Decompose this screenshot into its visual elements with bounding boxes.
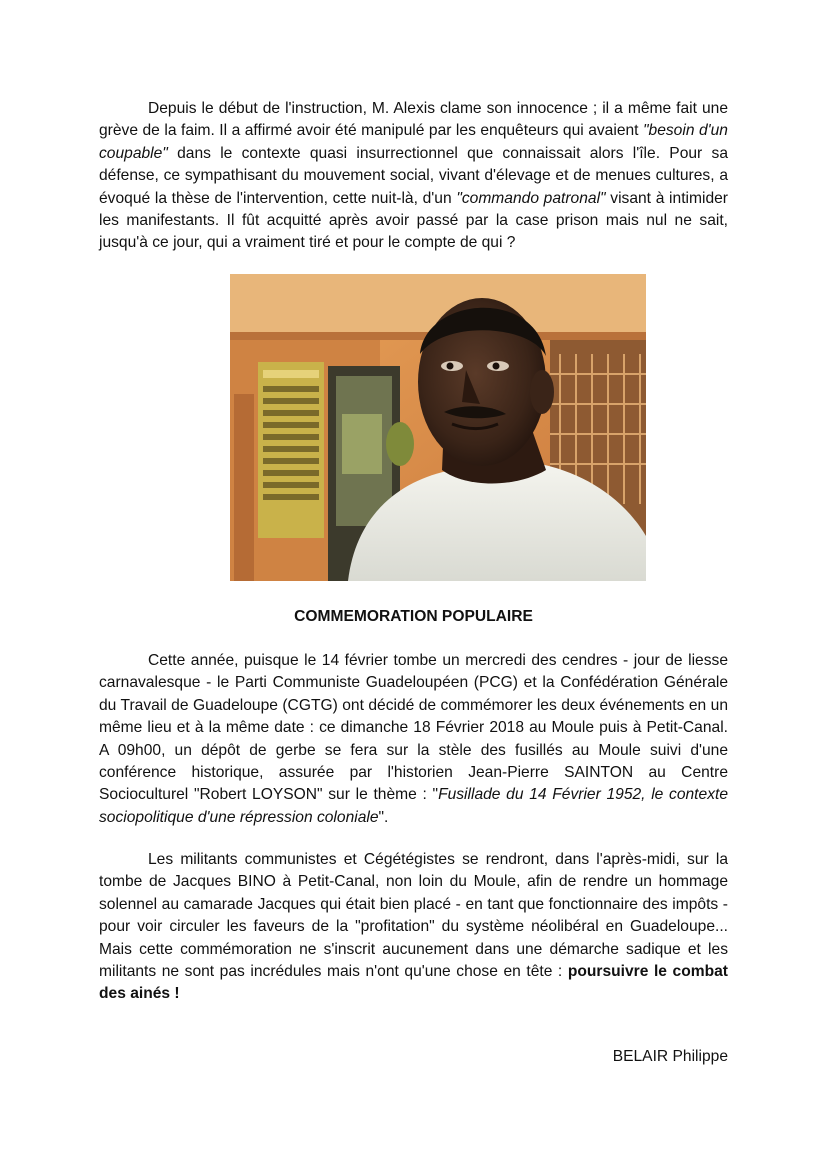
conference-theme: Fusillade du 14 Février 1952, le contexte sociopolitique d'une répression coloniale <box>99 786 728 826</box>
author-signature: BELAIR Philippe <box>612 1048 728 1065</box>
paragraph-text: Les militants communistes et Cégétégistes se rendront, dans l'après-midi, sur la tombe de Jacques BINO à Petit-Canal, non loin du Moule, afin de rendre un hommage solennel au camarade Jacques qui était bien placé - en tant que fonctionnaire des impôts - pour voir circuler les faveurs de la "profitation" du système néolibéral en Guadeloupe... Mais cette commémoration ne s'inscrit aucunement dans une démarche sadique et les militants ne sont pas incrédules mais n'ont qu'une chose en tête : <box>99 851 728 981</box>
paragraph-text: Cette année, puisque le 14 février tombe un mercredi des cendres - jour de liesse carnavalesque - le Parti Communiste Guadeloupéen (PCG) et la Confédération Générale du Travail de Guadeloupe (CGTG) ont décidé de commémorer les deux événements en un même lieu et à la même date : ce dimanche 18 Février 2018 au Moule puis à Petit-Canal. A 09h00, un dépôt de gerbe se fera sur la stèle des fusillés au Moule suivi d'une conférence historique, assurée par l'historien Jean-Pierre SAINTON au Centre Socioculturel "Robert LOYSON" sur le thème : " <box>99 652 728 804</box>
portrait-photo <box>230 274 646 581</box>
closing-statement: poursuivre le combat des ainés ! <box>99 963 728 1003</box>
quote-besoin-coupable: "besoin d'un coupable" <box>99 122 728 162</box>
paragraph-text: Depuis le début de l'instruction, M. Alexis clame son innocence ; il a même fait une grève de la faim. Il a affirmé avoir été manipulé par les enquêteurs qui avaient <box>99 100 728 140</box>
paragraph-instruction <box>99 98 728 255</box>
paragraph-text: visant à intimider les manifestants. Il fût acquitté après avoir passé par la case prison mais nul ne sait, jusqu'à ce jour, qui a vraiment tiré et pour le compte de qui ? <box>99 189 728 252</box>
paragraph-commemoration <box>99 650 728 829</box>
quote-commando-patronal: "commando patronal" <box>456 189 606 207</box>
paragraph-text: ". <box>378 808 389 826</box>
section-heading: COMMEMORATION POPULAIRE <box>294 608 533 625</box>
paragraph-militants <box>99 849 728 1006</box>
paragraph-text: dans le contexte quasi insurrectionnel que connaissait alors l'île. Pour sa défense, ce sympathisant du mouvement social, vivant d'élevage et de menues cultures, a évoqué la thèse de l'intervention, cette nuit-là, d'un <box>99 144 728 207</box>
